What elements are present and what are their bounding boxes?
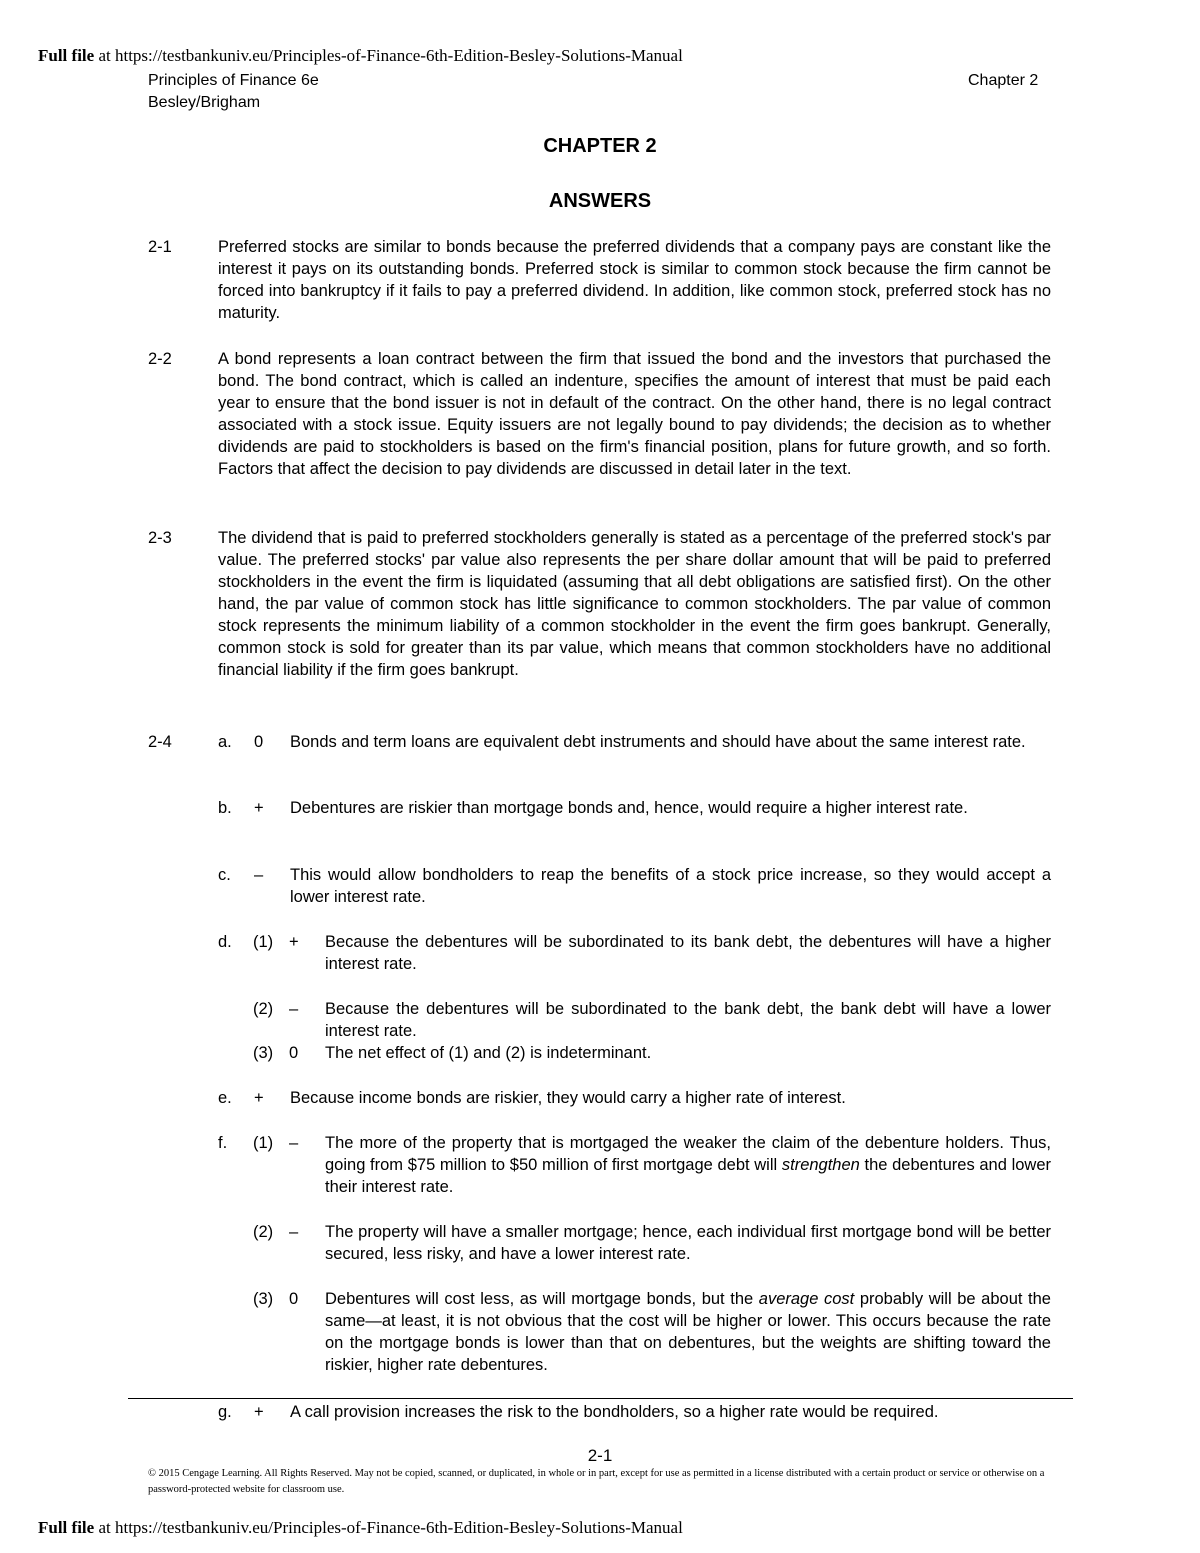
item-sign: – (289, 1223, 299, 1241)
answer-text: Preferred stocks are similar to bonds because the preferred dividends that a company pays are constant like the interest it pays on its outstanding bonds. Preferred stock is similar to common stock because the firm cannot be forced into bankruptcy if it fails to pay a preferred dividend. In addition, like common stock, preferred stock has no maturity. (218, 238, 1051, 322)
answer-number: 2-3 (148, 529, 172, 547)
item-sign: – (254, 866, 264, 884)
banner-link[interactable]: at https://testbankuniv.eu/Principles-of-Finance-6th-Edition-Besley-Solutions-Manual (94, 46, 683, 65)
answer-2-4-b (218, 797, 1051, 819)
item-sign: + (254, 1403, 264, 1421)
item-label: g. (218, 1403, 232, 1421)
item-text: The more of the property that is mortgaged the weaker the claim of the debenture holders. Thus, going from $75 million to $50 million of first mortgage debt will strengthen the debentures and lower their interest rate. (325, 1134, 1051, 1196)
item-label: c. (218, 866, 231, 884)
section-title: ANSWERS (548, 190, 652, 212)
answer-number: 2-1 (148, 238, 172, 256)
answer-2-3 (148, 527, 1051, 681)
item-label: (2) (253, 1223, 274, 1241)
answer-2-4-c (218, 864, 1051, 908)
item-text: Bonds and term loans are equivalent debt instruments and should have about the same interest rate. (290, 733, 1026, 751)
item-sign: – (289, 1134, 299, 1152)
book-title: Principles of Finance 6e (148, 72, 319, 89)
answer-2-1 (148, 236, 1051, 324)
running-header-chapter: Chapter 2 (968, 72, 1039, 89)
answer-2-4-f-3 (253, 1288, 1051, 1376)
item-text: Debentures are riskier than mortgage bonds and, hence, would require a higher interest rate. (290, 799, 968, 817)
top-banner (38, 46, 683, 66)
footer-divider (128, 1398, 1073, 1399)
answer-text: The dividend that is paid to preferred stockholders generally is stated as a percentage of the preferred stock's par value. The preferred stocks' par value also represents the per share dollar amount that will be paid to preferred stockholders in the event the firm is liquidated (assuming that all debt obligations are satisfied first). On the other hand, the par value of common stock has little significance to common stockholders. The par value of common stock represents the minimum liability of a common stockholder in the event the firm goes bankrupt. Generally, common stock is sold for greater than its par value, which means that common stockholders have no additional financial liability if the firm goes bankrupt. (218, 529, 1051, 679)
item-sign: + (254, 1089, 264, 1107)
answer-2-4-d-1 (253, 931, 1051, 975)
answer-2-4-d-2 (253, 998, 1051, 1042)
answer-text: A bond represents a loan contract between the firm that issued the bond and the investors that purchased the bond. The bond contract, which is called an indenture, specifies the amount of interest that must be paid each year to ensure that the bond issuer is not in default of the contract. On the other hand, there is no legal contract associated with a stock issue. Equity issuers are not legally bound to pay dividends; the decision as to whether dividends are paid to stockholders is based on the firm's financial position, plans for future growth, and so forth. Factors that affect the decision to pay dividends are discussed in detail later in the text. (218, 350, 1051, 478)
answer-2-2 (148, 348, 1051, 480)
item-text: The net effect of (1) and (2) is indeterminant. (325, 1044, 652, 1062)
item-text: A call provision increases the risk to the bondholders, so a higher rate would be required. (290, 1403, 939, 1421)
answer-2-4-a (218, 731, 1051, 753)
item-text: Because the debentures will be subordinated to the bank debt, the bank debt will have a lower interest rate. (325, 1000, 1051, 1040)
book-authors: Besley/Brigham (148, 94, 261, 111)
item-label: (3) (253, 1290, 274, 1308)
item-label: (3) (253, 1044, 274, 1062)
bottom-banner (38, 1518, 683, 1538)
chapter-title: CHAPTER 2 (543, 135, 657, 157)
page-number: 2-1 (587, 1446, 613, 1465)
item-sign: – (289, 1000, 299, 1018)
answer-2-4-f-1 (253, 1132, 1051, 1198)
banner-prefix: Full file (38, 46, 95, 65)
item-sign: + (254, 799, 264, 817)
item-label: (1) (253, 1134, 274, 1152)
item-text: Because the debentures will be subordinated to its bank debt, the debentures will have a higher interest rate. (325, 933, 1051, 973)
item-label: (2) (253, 1000, 274, 1018)
emphasis: average cost (758, 1290, 855, 1308)
banner-prefix: Full file (38, 1518, 95, 1537)
answer-number-2-4: 2-4 (148, 733, 172, 751)
answer-number: 2-2 (148, 350, 172, 368)
item-label: b. (218, 799, 232, 817)
banner-link[interactable]: at https://testbankuniv.eu/Principles-of-Finance-6th-Edition-Besley-Solutions-Manual (94, 1518, 683, 1537)
item-label: e. (218, 1089, 232, 1107)
answer-2-4-f-2 (253, 1221, 1051, 1265)
item-sign: 0 (289, 1290, 299, 1308)
item-text: The property will have a smaller mortgage; hence, each individual first mortgage bond will be better secured, less risky, and have a lower interest rate. (325, 1223, 1051, 1263)
answer-2-4-e (218, 1087, 1051, 1109)
running-header-left (148, 70, 319, 114)
answer-2-4-g (218, 1401, 1051, 1423)
item-sign: 0 (289, 1044, 299, 1062)
item-sign: 0 (254, 733, 264, 751)
item-label: (1) (253, 933, 274, 951)
answer-2-4-d-3 (253, 1042, 1051, 1064)
copyright-notice: © 2015 Cengage Learning. All Rights Reserved. May not be copied, scanned, or duplicated, in whole or in part, except for use as permitted in a license distributed with a certain product or service or otherwise on a password-protected website for classroom use. (148, 1468, 1045, 1495)
item-text: This would allow bondholders to reap the benefits of a stock price increase, so they would accept a lower interest rate. (290, 866, 1051, 906)
item-label: a. (218, 733, 232, 751)
item-text: Debentures will cost less, as will mortgage bonds, but the average cost probably will be about the same—at least, it is not obvious that the cost will be higher or lower. This occurs because the rate on the mortgage bonds is lower than that on debentures, but the weights are shifting toward the riskier, higher rate debentures. (325, 1290, 1051, 1374)
emphasis: strengthen (781, 1156, 860, 1174)
answer-2-4-f-label: f. (218, 1134, 228, 1152)
answer-2-4-d-label: d. (218, 933, 232, 951)
item-text: Because income bonds are riskier, they would carry a higher rate of interest. (290, 1089, 846, 1107)
item-sign: + (289, 933, 299, 951)
